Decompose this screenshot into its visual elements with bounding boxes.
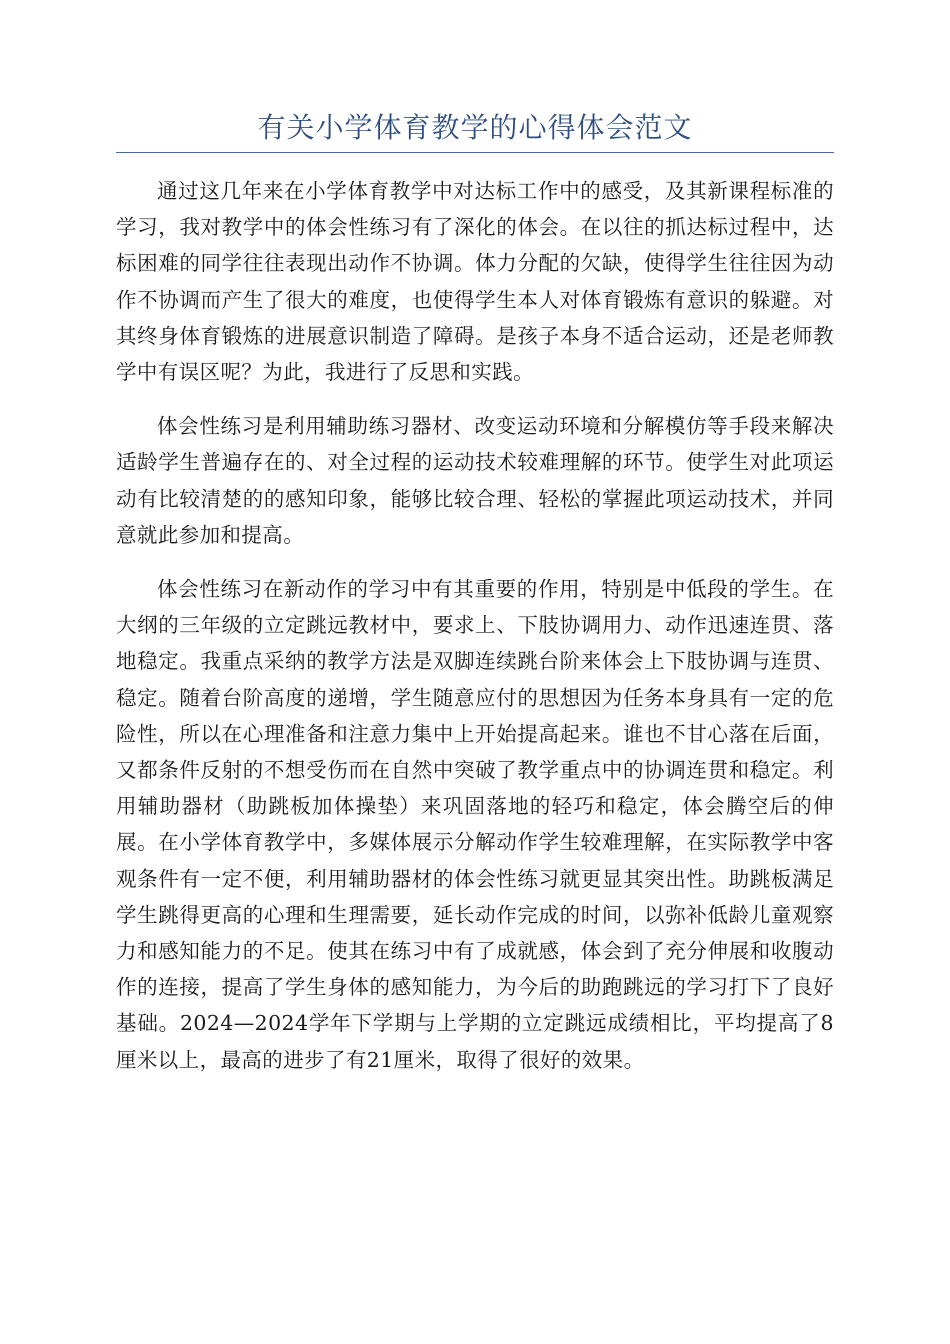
document-title: 有关小学体育教学的心得体会范文 (257, 111, 693, 144)
document-body (116, 173, 834, 1096)
paragraph-1: 通过这几年来在小学体育教学中对达标工作中的感受，及其新课程标准的学习，我对教学中的体会性练习有了深化的体会。在以往的抓达标过程中，达标困难的同学往往表现出动作不协调。体力分配的欠缺，使得学生往往因为动作不协调而产生了很大的难度，也使得学生本人对体育锻炼有意识的躲避。对其终身体育锻炼的进展意识制造了障碍。是孩子本身不适合运动，还是老师教学中有误区呢？为此，我进行了反思和实践。 (116, 179, 834, 385)
paragraph-3: 体会性练习在新动作的学习中有其重要的作用，特别是中低段的学生。在大纲的三年级的立定跳远教材中，要求上、下肢协调用力、动作迅速连贯、落地稳定。我重点采纳的教学方法是双脚连续跳台阶来体会上下肢协调与连贯、稳定。随着台阶高度的递增，学生随意应付的思想因为任务本身具有一定的危险性，所以在心理准备和注意力集中上开始提高起来。谁也不甘心落在后面，又都条件反射的不想受伤而在自然中突破了教学重点中的协调连贯和稳定。利用辅助器材（助跳板加体操垫）来巩固落地的轻巧和稳定，体会腾空后的伸展。在小学体育教学中，多媒体展示分解动作学生较难理解，在实际教学中客观条件有一定不便，利用辅助器材的体会性练习就更显其突出性。助跳板满足学生跳得更高的心理和生理需要，延长动作完成的时间，以弥补低龄儿童观察力和感知能力的不足。使其在练习中有了成就感，体会到了充分伸展和收腹动作的连接，提高了学生身体的感知能力，为今后的助跑跳远的学习打下了良好基础。2024—2024学年下学期与上学期的立定跳远成绩相比，平均提高了8厘米以上，最高的进步了有21厘米，取得了很好的效果。 (116, 577, 834, 1072)
title-block (116, 108, 834, 153)
paragraph-2: 体会性练习是利用辅助练习器材、改变运动环境和分解模仿等手段来解决适龄学生普遍存在的、对全过程的运动技术较难理解的环节。使学生对此项运动有比较清楚的的感知印象，能够比较合理、轻松的掌握此项运动技术，并同意就此参加和提高。 (116, 414, 834, 547)
